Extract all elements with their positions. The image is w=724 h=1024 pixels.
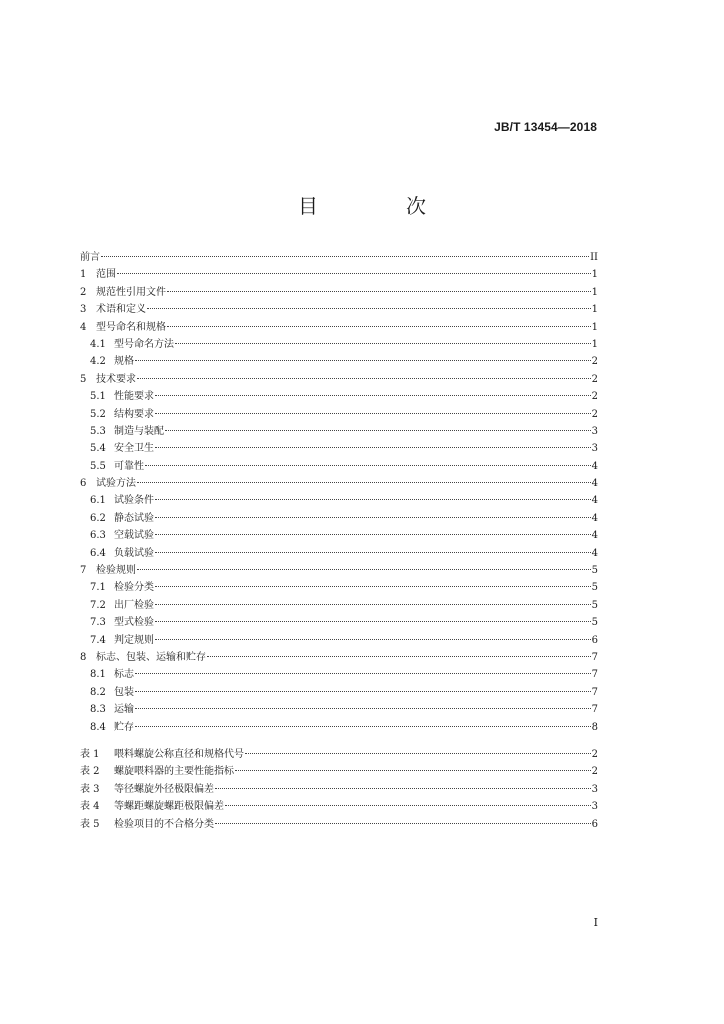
toc-entry-label: 规格: [114, 356, 134, 368]
toc-entry-page: 4: [591, 512, 598, 524]
toc-entry[interactable]: [80, 301, 598, 318]
toc-entry-label: 等螺距螺旋螺距极限偏差: [114, 801, 224, 813]
toc-entry-label: 空载试验: [114, 530, 154, 542]
toc-entry-page: 2: [591, 408, 598, 420]
toc-entry-label: 喂料螺旋公称直径和规格代号: [114, 749, 244, 760]
toc-entry-page: 5: [591, 582, 598, 594]
dot-leader: [117, 273, 591, 274]
toc-entry[interactable]: [80, 684, 598, 701]
dot-leader: [147, 308, 591, 309]
toc-entry-number: 表 5: [80, 818, 100, 830]
toc-entry-label: 性能要求: [114, 391, 154, 403]
dot-leader: [155, 447, 591, 448]
toc-entry-number: 7.1: [90, 582, 106, 594]
toc-entry-page: 4: [591, 478, 598, 490]
toc-entry[interactable]: [80, 719, 598, 736]
toc-entry-page: 2: [591, 373, 598, 385]
toc-entry[interactable]: [80, 562, 598, 579]
toc-entry-page: 1: [591, 321, 598, 333]
toc-entry-label: 试验方法: [96, 478, 136, 490]
toc-entry-number: 6.3: [90, 530, 106, 542]
toc-entry[interactable]: [80, 798, 598, 815]
dot-leader: [215, 788, 591, 789]
toc-entry[interactable]: [80, 510, 598, 527]
dot-leader: [155, 552, 591, 553]
toc-entry-page: 3: [591, 801, 598, 813]
toc-entry-page: 5: [591, 599, 598, 611]
toc-entry-number: 8.2: [90, 686, 106, 698]
dot-leader: [135, 360, 591, 361]
toc-entry[interactable]: [80, 319, 598, 336]
dot-leader: [225, 805, 591, 806]
toc-title: 目 次: [298, 194, 460, 218]
toc-entry-number: 5: [80, 373, 87, 385]
toc-entry-number: 5.4: [90, 443, 106, 455]
toc-entry-number: 3: [80, 304, 87, 316]
toc-entry[interactable]: [80, 284, 598, 301]
toc-entry-label: 标志、包装、运输和贮存: [96, 651, 206, 663]
toc-entry-label: 运输: [114, 704, 134, 716]
toc-entry-label: 可靠性: [114, 460, 144, 472]
toc-entry-page: 5: [591, 617, 598, 629]
toc-entry-label: 检验规则: [96, 565, 136, 577]
toc-entry-number: 7.2: [90, 599, 106, 611]
toc-entry[interactable]: [80, 527, 598, 544]
toc-entry-label: 型号命名和规格: [96, 321, 166, 333]
toc-entry-number: 7.4: [90, 634, 106, 646]
toc-entry[interactable]: [80, 249, 598, 266]
toc-entry[interactable]: [80, 763, 598, 780]
toc-entry-page: 7: [591, 704, 598, 716]
toc-entry-page: 8: [591, 721, 598, 733]
toc-entry-number: 5.5: [90, 460, 106, 472]
toc-entry-number: 8.1: [90, 669, 106, 681]
toc-entry[interactable]: [80, 614, 598, 631]
toc-entry-number: 8: [80, 651, 87, 663]
dot-leader: [135, 708, 591, 709]
toc-entry-page: 1: [591, 269, 598, 281]
toc-entry-label: 前言: [80, 252, 100, 263]
toc-entry[interactable]: [80, 371, 598, 388]
toc-entry-label: 螺旋喂料器的主要性能指标: [114, 766, 234, 778]
toc-entry-page: 6: [591, 634, 598, 646]
toc-entry[interactable]: [80, 388, 598, 405]
toc-entry-label: 判定规则: [114, 634, 154, 646]
toc-entry-label: 静态试验: [114, 512, 154, 524]
dot-leader: [145, 465, 591, 466]
dot-leader: [135, 726, 591, 727]
dot-leader: [135, 673, 591, 674]
toc-entry-number: 4.2: [90, 356, 106, 368]
toc-entry-number: 5.3: [90, 425, 106, 437]
dot-leader: [137, 378, 591, 379]
toc-entry-number: 6.2: [90, 512, 106, 524]
toc-entry[interactable]: [80, 475, 598, 492]
toc-entry-label: 出厂检验: [114, 599, 154, 611]
toc-entry-page: II: [590, 252, 598, 263]
toc-entry-page: 2: [591, 749, 598, 760]
dot-leader: [155, 395, 591, 396]
dot-leader: [167, 291, 591, 292]
dot-leader: [207, 656, 591, 657]
toc-entry-page: 2: [591, 766, 598, 778]
dot-leader: [235, 770, 591, 771]
toc-table-list: [80, 746, 598, 833]
toc-entry-page: 7: [591, 686, 598, 698]
toc-entry-number: 5.1: [90, 391, 106, 403]
toc-entry[interactable]: [80, 781, 598, 798]
toc-entry-number: 表 4: [80, 801, 100, 813]
toc-entry-page: 7: [591, 669, 598, 681]
toc-entry-number: 表 2: [80, 766, 100, 778]
toc-entry[interactable]: [80, 579, 598, 596]
toc-entry[interactable]: [80, 666, 598, 683]
toc-entry-page: 3: [591, 425, 598, 437]
toc-entry-number: 6: [80, 478, 87, 490]
toc-entry[interactable]: [80, 406, 598, 423]
toc-entry[interactable]: [80, 632, 598, 649]
dot-leader: [137, 569, 591, 570]
toc-entry-number: 4: [80, 321, 87, 333]
toc-entry-label: 型号命名方法: [114, 338, 174, 350]
toc-entry[interactable]: [80, 440, 598, 457]
toc-entry-number: 2: [80, 286, 87, 298]
toc-entry-page: 4: [591, 460, 598, 472]
dot-leader: [165, 430, 591, 431]
dot-leader: [155, 586, 591, 587]
toc-entry-label: 试验条件: [114, 495, 154, 507]
dot-leader: [155, 621, 591, 622]
toc-main-list: [80, 249, 598, 736]
toc-entry[interactable]: [80, 597, 598, 614]
dot-leader: [155, 534, 591, 535]
toc-entry-label: 制造与装配: [114, 425, 164, 437]
toc-entry[interactable]: [80, 353, 598, 370]
dot-leader: [155, 517, 591, 518]
document-code: JB/T 13454—2018: [494, 120, 597, 134]
footer-page-number: I: [593, 916, 598, 929]
toc-entry-label: 检验分类: [114, 582, 154, 594]
toc-entry[interactable]: [80, 701, 598, 718]
toc-entry-page: 2: [591, 391, 598, 403]
toc-entry-page: 1: [591, 304, 598, 316]
toc-entry[interactable]: [80, 649, 598, 666]
toc-entry-label: 结构要求: [114, 408, 154, 420]
dot-leader: [167, 326, 591, 327]
toc-entry-number: 表 1: [80, 749, 100, 760]
toc-entry-page: 4: [591, 495, 598, 507]
toc-entry-number: 7.3: [90, 617, 106, 629]
toc-entry-label: 范围: [96, 269, 116, 281]
toc-entry-page: 1: [591, 338, 598, 350]
toc-entry-number: 1: [80, 269, 87, 281]
toc-entry-page: 5: [591, 565, 598, 577]
dot-leader: [155, 639, 591, 640]
toc-entry-label: 等径螺旋外径极限偏差: [114, 783, 214, 795]
toc-entry-number: 表 3: [80, 783, 100, 795]
toc-entry-label: 贮存: [114, 721, 134, 733]
toc-entry-page: 3: [591, 443, 598, 455]
toc-entry-label: 型式检验: [114, 617, 154, 629]
dot-leader: [155, 413, 591, 414]
dot-leader: [135, 691, 591, 692]
dot-leader: [155, 604, 591, 605]
toc-entry[interactable]: [80, 336, 598, 353]
toc-entry-label: 安全卫生: [114, 443, 154, 455]
toc-entry-label: 技术要求: [96, 373, 136, 385]
dot-leader: [155, 499, 591, 500]
dot-leader: [137, 482, 591, 483]
toc-entry-number: 6.4: [90, 547, 106, 559]
toc-entry-number: 8.4: [90, 721, 106, 733]
toc-entry-page: 6: [591, 818, 598, 830]
toc-entry[interactable]: [80, 423, 598, 440]
toc-entry[interactable]: [80, 458, 598, 475]
toc-entry-label: 包装: [114, 686, 134, 698]
toc-entry-page: 7: [591, 651, 598, 663]
dot-leader: [175, 343, 591, 344]
toc-entry-number: 5.2: [90, 408, 106, 420]
toc-entry-label: 检验项目的不合格分类: [114, 818, 214, 830]
toc-entry-number: 8.3: [90, 704, 106, 716]
toc-entry-label: 规范性引用文件: [96, 286, 166, 298]
toc-entry-number: 4.1: [90, 338, 106, 350]
toc-entry[interactable]: [80, 746, 598, 763]
dot-leader: [101, 256, 589, 257]
toc-entry[interactable]: [80, 545, 598, 562]
toc-entry-label: 术语和定义: [96, 304, 146, 316]
toc-entry-label: 负载试验: [114, 547, 154, 559]
toc-entry-page: 3: [591, 783, 598, 795]
toc-entry-page: 1: [591, 286, 598, 298]
dot-leader: [215, 823, 591, 824]
toc-entry-page: 4: [591, 547, 598, 559]
dot-leader: [245, 753, 591, 754]
toc-entry-number: 7: [80, 565, 87, 577]
toc-entry-page: 2: [591, 356, 598, 368]
toc-entry-number: 6.1: [90, 495, 106, 507]
toc-entry[interactable]: [80, 266, 598, 283]
toc-entry[interactable]: [80, 816, 598, 833]
toc-entry[interactable]: [80, 492, 598, 509]
toc-entry-label: 标志: [114, 669, 134, 681]
toc-entry-page: 4: [591, 530, 598, 542]
